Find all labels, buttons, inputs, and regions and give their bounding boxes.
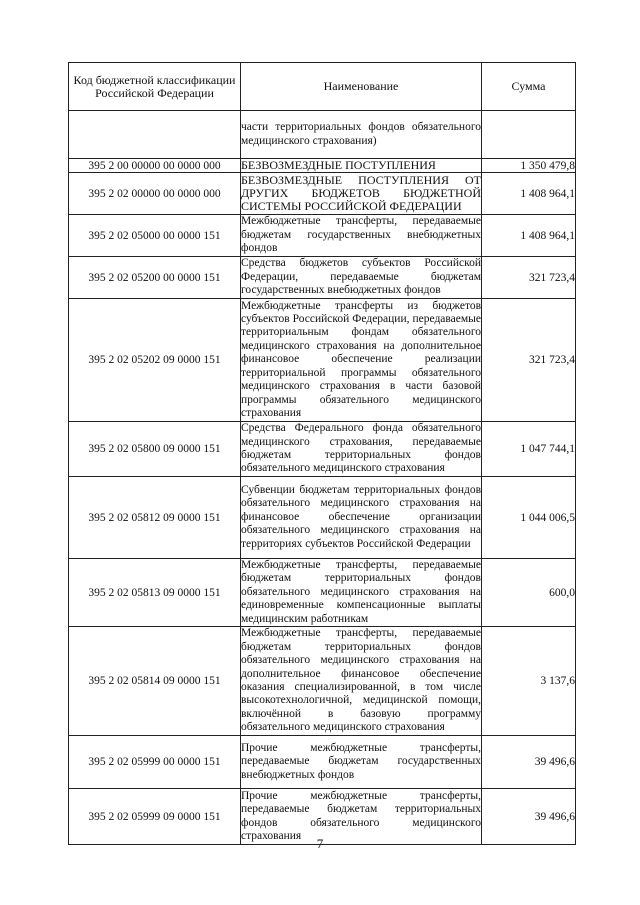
row-code — [69, 111, 241, 159]
row-name: Субвенции бюджетам территориальных фондов обязательного медицинского страхования на финансовое обеспечение организации обязательного медицинского страхования на территориях субъектов Российской Федерации — [241, 477, 482, 559]
table-row — [69, 215, 576, 257]
table-row — [69, 173, 576, 215]
row-code: 395 2 02 05000 00 0000 151 — [69, 215, 241, 257]
row-name: Прочие межбюджетные трансферты, передаваемые бюджетам государственных внебюджетных фондов — [241, 736, 482, 789]
row-name: Прочие межбюджетные трансферты, передаваемые бюджетам территориальных фондов обязательного медицинского страхования — [241, 789, 482, 845]
header-sum: Сумма — [482, 63, 576, 111]
header-code: Код бюджетной классификации Российской Федерации — [69, 63, 241, 111]
table-row — [69, 111, 576, 159]
row-code: 395 2 02 05800 09 0000 151 — [69, 422, 241, 477]
table-row — [69, 257, 576, 299]
header-name: Наименование — [241, 63, 482, 111]
row-sum — [482, 111, 576, 159]
row-name: Межбюджетные трансферты из бюджетов субъектов Российской Федерации, передаваемые территориальным фондам обязательного медицинского страхования на дополнительное финансовое обеспечение реализации территориальной программы обязательного медицинского страхования в части базовой программы обязательного медицинского страхования — [241, 299, 482, 422]
row-code: 395 2 02 05202 09 0000 151 — [69, 299, 241, 422]
row-sum: 600,0 — [482, 559, 576, 627]
row-sum: 39 496,6 — [482, 789, 576, 845]
row-name: Межбюджетные трансферты, передаваемые бюджетам территориальных фондов обязательного медицинского страхования на единовременные компенсационные выплаты медицинским работникам — [241, 559, 481, 625]
row-name: Средства Федерального фонда обязательного медицинского страхования, передаваемые бюджетам территориальных фондов обязательного медицинского страхования — [241, 422, 482, 477]
table-row — [69, 159, 576, 173]
table-row — [69, 299, 576, 422]
row-name: БЕЗВОЗМЕЗДНЫЕ ПОСТУПЛЕНИЯ ОТ ДРУГИХ БЮДЖЕТОВ БЮДЖЕТНОЙ СИСТЕМЫ РОССИЙСКОЙ ФЕДЕРАЦИИ — [241, 173, 481, 213]
budget-table — [68, 62, 576, 845]
table-row — [69, 627, 576, 736]
table-row — [69, 477, 576, 559]
row-name: Межбюджетные трансферты, передаваемые бюджетам территориальных фондов обязательного медицинского страхования на дополнительное финансовое обеспечение оказания специализированной, в том числе высокотехнологичной, медицинской помощи, включённой в базовую программу обязательного медицинского страхования — [241, 627, 482, 736]
row-name: части территориальных фондов обязательного медицинского страхования) — [241, 111, 482, 159]
table-header-row — [69, 63, 576, 111]
row-code: 395 2 02 05814 09 0000 151 — [69, 627, 241, 736]
row-code: 395 2 02 05999 00 0000 151 — [69, 736, 241, 789]
row-code: 395 2 02 00000 00 0000 000 — [69, 173, 241, 215]
row-sum: 1 350 479,8 — [482, 159, 576, 173]
row-sum: 39 496,6 — [482, 736, 576, 789]
row-sum: 1 408 964,1 — [482, 215, 576, 257]
row-code: 395 2 02 05999 09 0000 151 — [69, 789, 241, 845]
row-name: Межбюджетные трансферты, передаваемые бюджетам государственных внебюджетных фондов — [241, 215, 482, 257]
table-row — [69, 736, 576, 789]
row-code: 395 2 00 00000 00 0000 000 — [69, 159, 241, 173]
table-row — [69, 559, 576, 627]
row-sum: 1 044 006,5 — [482, 477, 576, 559]
row-sum: 321 723,4 — [482, 299, 576, 422]
row-sum: 3 137,6 — [482, 627, 576, 736]
row-sum: 1 408 964,1 — [482, 173, 576, 215]
row-code: 395 2 02 05200 00 0000 151 — [69, 257, 241, 299]
row-name: БЕЗВОЗМЕЗДНЫЕ ПОСТУПЛЕНИЯ — [241, 159, 482, 173]
row-sum: 321 723,4 — [482, 257, 576, 299]
table-row — [69, 422, 576, 477]
row-name: Средства бюджетов субъектов Российской Федерации, передаваемые бюджетам государственных внебюджетных фондов — [241, 257, 482, 299]
row-code: 395 2 02 05812 09 0000 151 — [69, 477, 241, 559]
page-number: 7 — [316, 836, 324, 851]
row-sum: 1 047 744,1 — [482, 422, 576, 477]
row-code: 395 2 02 05813 09 0000 151 — [69, 559, 241, 627]
